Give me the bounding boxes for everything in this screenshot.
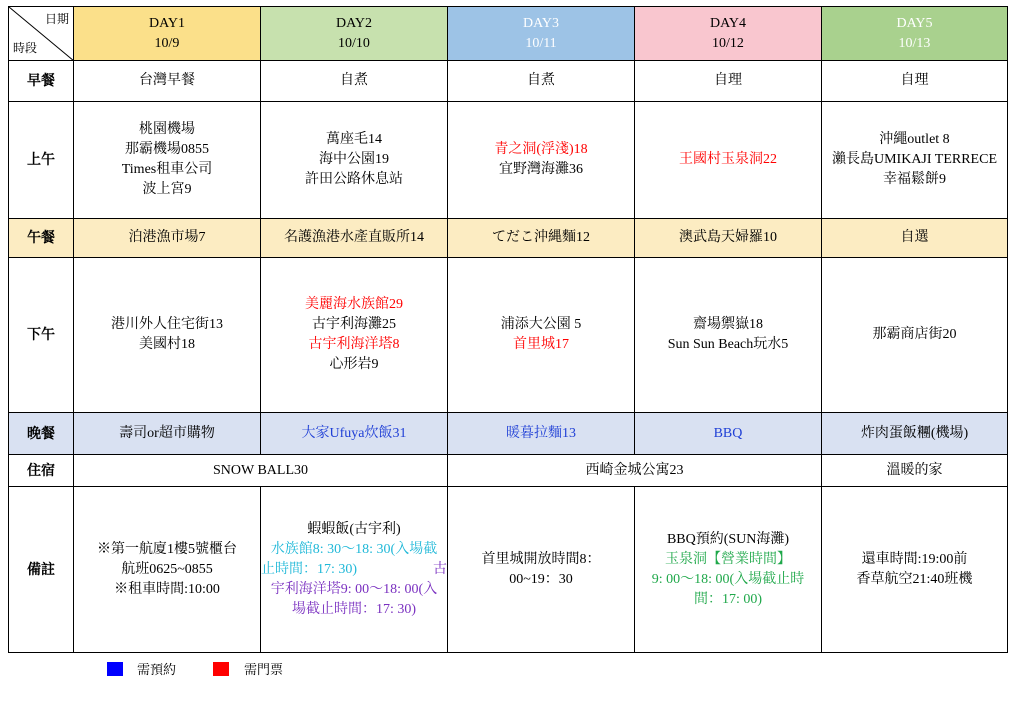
breakfast-label: 早餐	[9, 61, 74, 102]
legend-label-reservation: 需預約	[137, 663, 177, 678]
cell-line: 香草航空21:40班機	[856, 571, 973, 587]
cell-line: 間：17: 00)	[693, 591, 763, 607]
lunch-row	[9, 219, 1008, 258]
cell-line: 幸福鬆餅9	[883, 172, 946, 187]
afternoon-cell	[261, 258, 448, 413]
lunch-label: 午餐	[9, 219, 74, 258]
dinner-cell: BBQ	[635, 413, 822, 455]
day-date: 10/11	[525, 35, 557, 51]
cell-line: 首里城17	[513, 337, 569, 352]
cell-line: 萬座毛14	[326, 132, 382, 147]
day-date: 10/9	[154, 35, 180, 51]
notes-day5	[822, 487, 1008, 653]
cell-line: 港川外人住宅街13	[111, 317, 223, 332]
afternoon-cell	[635, 258, 822, 413]
notes-day1	[74, 487, 261, 653]
day-date: 10/13	[898, 35, 931, 51]
cell-line: 桃園機場	[139, 122, 195, 137]
cell-line: 航班0625~0855	[121, 561, 213, 577]
notes-label: 備註	[9, 487, 74, 653]
dinner-row	[9, 413, 1008, 455]
morning-cell	[261, 102, 448, 219]
cell-line-text: 止時間：17: 30)	[261, 561, 358, 577]
notes-day2	[261, 487, 448, 653]
cell-line: Sun Sun Beach玩水5	[667, 337, 789, 352]
afternoon-row	[9, 258, 1008, 413]
lodging-label: 住宿	[9, 455, 74, 487]
day-name: DAY4	[709, 15, 747, 31]
cell-line: 心形岩9	[329, 357, 379, 372]
cell-line: 古宇利海洋塔8	[308, 337, 400, 352]
lodging-nishizaki: 西崎金城公寓23	[448, 455, 822, 487]
morning-label: 上午	[9, 102, 74, 219]
day-name: DAY3	[522, 15, 560, 31]
cell-line: 美麗海水族館29	[305, 297, 403, 312]
lunch-cell: 自選	[822, 219, 1008, 258]
breakfast-row	[9, 61, 1008, 102]
breakfast-cell: 自煮	[261, 61, 448, 102]
dinner-cell: 暖暮拉麵13	[448, 413, 635, 455]
cell-line: 浦添大公園 5	[500, 317, 582, 332]
cell-line: 海中公園19	[319, 152, 389, 167]
breakfast-cell: 自理	[635, 61, 822, 102]
dinner-cell: 大家Ufuya炊飯31	[261, 413, 448, 455]
day4-header	[635, 7, 822, 61]
dinner-cell: 炸肉蛋飯糰(機場)	[822, 413, 1008, 455]
breakfast-cell: 台灣早餐	[74, 61, 261, 102]
day-name: DAY1	[148, 15, 186, 31]
day-date: 10/12	[712, 35, 744, 51]
cell-line: 玉泉洞【營業時間】	[665, 551, 791, 567]
dinner-label: 晚餐	[9, 413, 74, 455]
notes-day3	[448, 487, 635, 653]
cell-line: 古宇利海灘25	[312, 317, 396, 332]
lunch-cell: 泊港漁市場7	[74, 219, 261, 258]
cell-line: 水族館8: 30～18: 30(入場截	[270, 541, 438, 557]
cell-line: Times租車公司	[121, 162, 213, 177]
header-row	[9, 7, 1008, 61]
cell-line: 沖繩outlet 8	[879, 132, 950, 147]
cell-line: 青之洞(浮淺)18	[494, 142, 588, 157]
day-name: DAY5	[896, 15, 933, 31]
legend-label-ticket: 需門票	[244, 663, 284, 678]
day1-header	[74, 7, 261, 61]
cell-line: 宇利海洋塔9: 00～18: 00(入	[270, 581, 438, 597]
lodging-warm-home: 溫暖的家	[822, 455, 1008, 487]
cell-line: 蝦蝦飯(古宇利)	[307, 521, 401, 537]
day-date: 10/10	[338, 35, 370, 51]
cell-line: BBQ預約(SUN海灘)	[666, 531, 790, 547]
corner-date-label: 日期	[44, 12, 69, 26]
cell-line: 那霸商店街20	[872, 327, 957, 342]
lunch-cell: 名護漁港水產直販所14	[261, 219, 448, 258]
afternoon-cell	[448, 258, 635, 413]
cell-line: 美國村18	[139, 337, 195, 352]
morning-cell	[74, 102, 261, 219]
cell-line: ※第一航廈1樓5號櫃台	[97, 541, 237, 557]
breakfast-cell: 自煮	[448, 61, 635, 102]
cell-line: 瀨長島UMIKAJI TERRECE	[831, 152, 998, 167]
morning-row	[9, 102, 1008, 219]
afternoon-cell	[74, 258, 261, 413]
notes-row	[9, 487, 1008, 653]
cell-line: 還車時間:19:00前	[861, 551, 968, 567]
cell-line: 首里城開放時間8：	[481, 551, 601, 567]
cell-line: 00~19：30	[509, 571, 573, 587]
dinner-cell: 壽司or超市購物	[74, 413, 261, 455]
lunch-cell: てだこ沖縄麵12	[448, 219, 635, 258]
legend-swatch-ticket	[213, 662, 229, 676]
lunch-cell: 澳武島天婦羅10	[635, 219, 822, 258]
cell-line: ※租車時間:10:00	[114, 581, 220, 597]
breakfast-cell: 自理	[822, 61, 1008, 102]
lodging-row	[9, 455, 1008, 487]
morning-cell	[448, 102, 635, 219]
morning-cell	[635, 102, 822, 219]
afternoon-cell	[822, 258, 1008, 413]
day2-header	[261, 7, 448, 61]
day3-header	[448, 7, 635, 61]
morning-cell	[822, 102, 1008, 219]
day5-header	[822, 7, 1008, 61]
cell-line: 齋場禦嶽18	[693, 317, 763, 332]
cell-line: 許田公路休息站	[305, 172, 403, 187]
cell-line	[261, 560, 447, 580]
cell-line: 波上宮9	[142, 182, 192, 197]
notes-day4	[635, 487, 822, 653]
corner-cell	[9, 7, 74, 61]
cell-line-tail: 古	[433, 561, 447, 577]
cell-line: 9: 00～18: 00(入場截止時	[651, 571, 805, 587]
day-name: DAY2	[335, 15, 373, 31]
itinerary-table	[8, 6, 1008, 653]
legend-swatch-reservation	[107, 662, 123, 676]
cell-line: 宜野灣海灘36	[499, 162, 583, 177]
cell-line: 場截止時間：17: 30)	[291, 601, 417, 617]
corner-period-label: 時段	[13, 41, 38, 55]
cell-line: 那霸機場0855	[125, 142, 209, 157]
lodging-snow-ball: SNOW BALL30	[74, 455, 448, 487]
afternoon-label: 下午	[9, 258, 74, 413]
cell-line: 王國村玉泉洞22	[679, 152, 777, 167]
